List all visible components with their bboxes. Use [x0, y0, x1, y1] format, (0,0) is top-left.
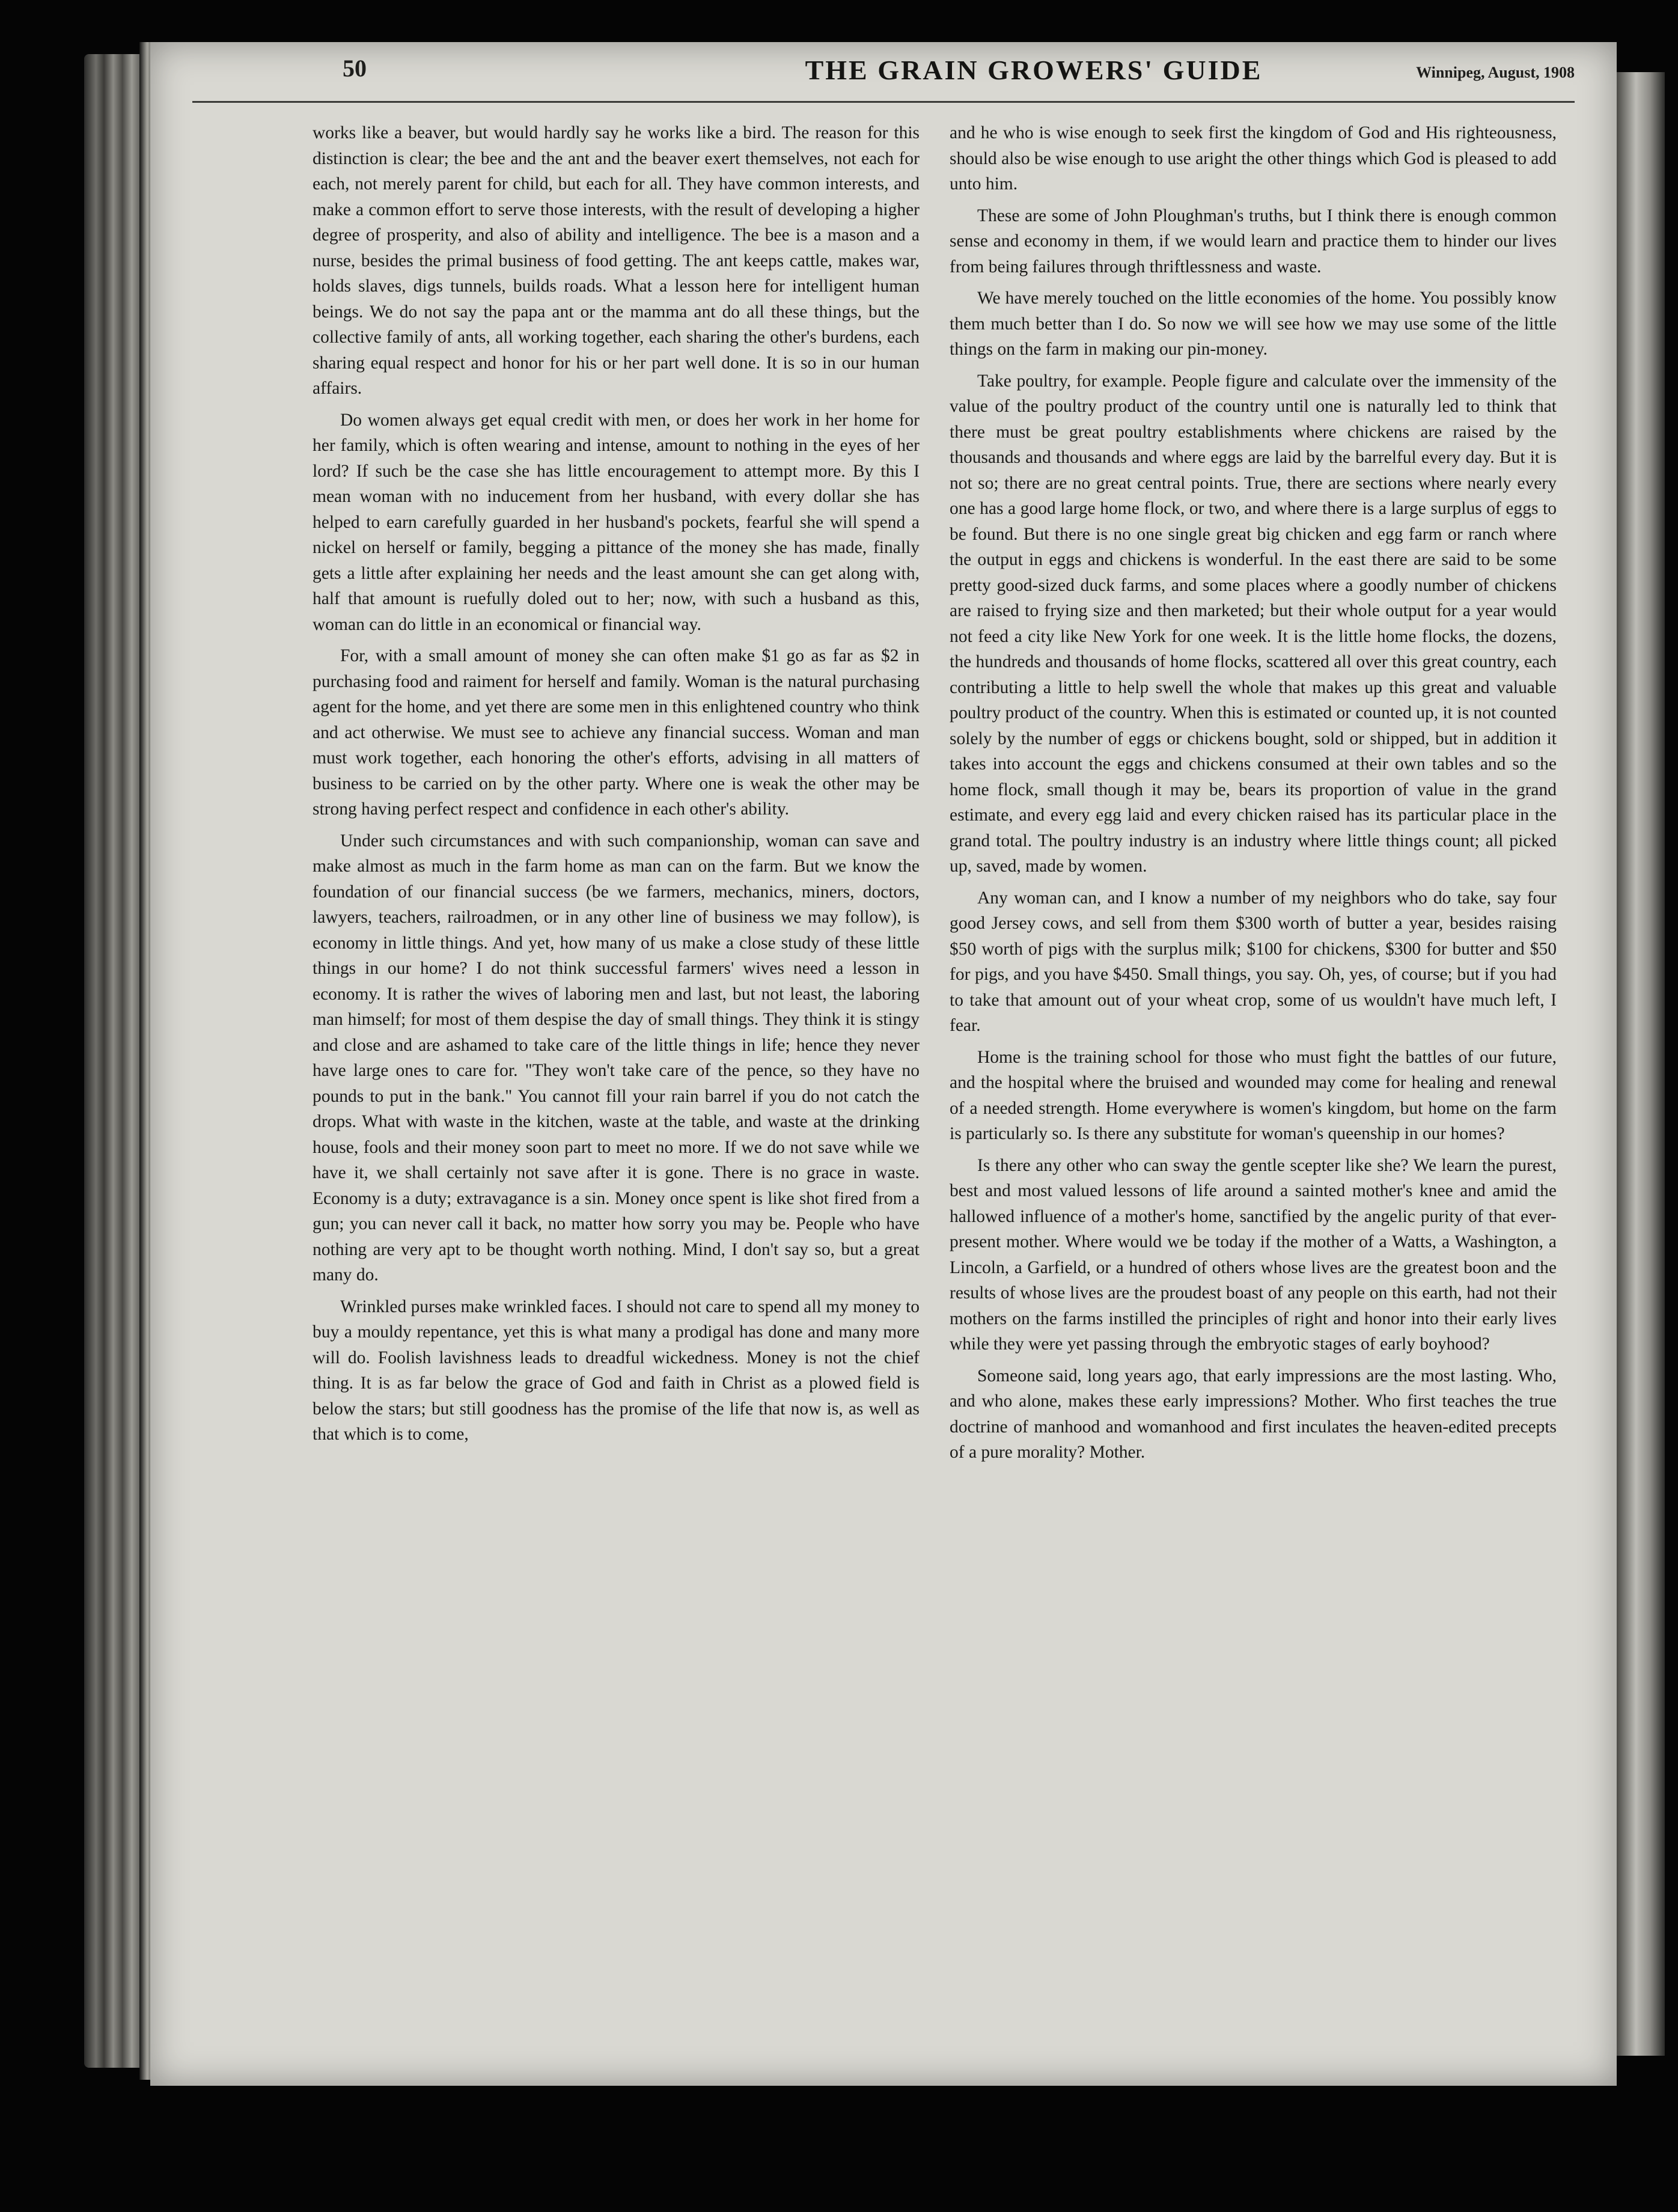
paragraph: works like a beaver, but would hardly say he works like a bird. The reason for this distinction is clear; the bee and the ant and the beaver exert themselves, not each for each, not merely parent for child, but each for all. They have common interests, and make a common effort to serve those interests, with the result of developing a higher degree of prosperity, and also of ability and intelligence. The bee is a mason and a nurse, besides the primal business of food getting. The ant keeps cattle, makes war, holds slaves, digs tunnels, builds roads. What a lesson here for intelligent human beings. We do not say the papa ant or the mamma ant do all these things, but the collective family of ants, all working together, each sharing the other's burdens, each sharing equal respect and honor for his or her part well done. It is so in our human affairs. [313, 123, 920, 398]
paragraph: We have merely touched on the little economies of the home. You possibly know them much better than I do. So now we will see how we may use some of the little things on the farm in making our pin-money. [950, 289, 1557, 359]
paragraph: For, with a small amount of money she can often make $1 go as far as $2 in purchasing food and raiment for herself and family. Woman is the natural purchasing agent for the home, and yet there are some men in this enlightened country who think and act otherwise. We must see to achieve any financial success. Woman and man must work together, each honoring the other's efforts, advising in all matters of business to be carried on by the other party. Where one is weak the other may be strong having perfect respect and confidence in each other's ability. [313, 646, 920, 819]
paragraph: Any woman can, and I know a number of my neighbors who do take, say four good Jersey cows, and sell from them $300 worth of butter a year, besides raising $50 worth of pigs with the surplus milk; $100 for chickens, $300 for butter and $50 for pigs, and you have $450. Small things, you say. Oh, yes, of course; but if you had to take that amount out of your wheat crop, some of us wouldn't have much left, I fear. [950, 888, 1557, 1035]
next-page-edge [1617, 72, 1665, 2056]
header-rule [192, 101, 1575, 103]
paragraph: Under such circumstances and with such companionship, woman can save and make almost as much in the farm home as man can on the farm. But we know the foundation of our financial success (be we farmers, mechanics, miners, doctors, lawyers, teachers, railroadmen, or in any other line of business we may follow), is economy in little things. And yet, how many of us make a close study of these little things in our home? I do not think successful farmers' wives need a lesson in economy. It is rather the wives of laboring men and last, but not least, the laboring man himself; for most of them despise the day of small things. They think it is stingy and close and are ashamed to take care of the little things in life; hence they never have large ones to care for. "They won't take care of the pence, so they have no pounds to put in the bank." You cannot fill your rain barrel if you do not catch the drops. What with waste in the kitchen, waste at the table, and waste at the drinking house, fools and their money soon part to meet no more. If we do not save while we have it, we shall certainly not save after it is gone. There is no grace in waste. Economy is a duty; extravagance is a sin. Money once spent is like shot fired from a gun; you can never call it back, no matter how sorry you may be. People who have nothing are very apt to be thought worth nothing. Mind, I don't say so, but a great many do. [313, 831, 920, 1285]
paragraph: Do women always get equal credit with men, or does her work in her home for her family, which is often wearing and intense, amount to nothing in the eyes of her lord? If such be the case she has little encouragement to attempt more. By this I mean woman with no inducement from her husband, with every dollar she has helped to earn carefully guarded in her husband's pockets, fearful she will spend a nickel on herself or family, begging a pittance of the money she has made, finally gets a little after explaining her needs and the least amount she can get along with, half that amount is ruefully doled out to her; now, with such a husband as this, woman can do little in an economical or financial way. [313, 410, 920, 634]
left-column [313, 120, 920, 1453]
paragraph: Wrinkled purses make wrinkled faces. I should not care to spend all my money to buy a mouldy repentance, yet this is what many a prodigal has done and many more will do. Foolish lavishness leads to dreadful wickedness. Money is not the chief thing. It is as far below the grace of God and faith in Christ as a plowed field is below the stars; but still goodness has the promise of the life that now is, as well as that which is to come, [313, 1297, 920, 1444]
paragraph: Home is the training school for those who must fight the battles of our future, and the hospital where the bruised and wounded may come for healing and renewal of a needed strength. Home everywhere is women's kingdom, but home on the farm is particularly so. Is there any substitute for woman's queenship in our homes? [950, 1047, 1557, 1143]
paragraph: and he who is wise enough to seek first the kingdom of God and His righteousness, should also be wise enough to use aright the other things which God is pleased to add unto him. [950, 123, 1557, 194]
page-number: 50 [343, 55, 367, 82]
paragraph: These are some of John Ploughman's truths, but I think there is enough common sense and economy in them, if we would learn and practice them to hinder our lives from being failures through thriftlessness and waste. [950, 206, 1557, 276]
dateline: Winnipeg, August, 1908 [1416, 64, 1575, 81]
right-column [950, 120, 1557, 1471]
page-header [192, 54, 1575, 108]
paragraph: Take poultry, for example. People figure and calculate over the immensity of the value of the poultry product of the country until one is naturally led to think that there must be great poultry establishments where chickens are raised by the thousands and thousands and where eggs are laid by the barrelful every day. But it is not so; there are no great central points. True, there are sections where nearly every one has a good large home flock, or two, and where there is a large surplus of eggs to be found. But there is no one single great big chicken and egg farm or ranch where the output in eggs and chickens is wonderful. In the east there are said to be some pretty good-sized duck farms, and some places where a goodly number of chickens are raised to frying size and then marketed; but their whole output for a year would not feed a city like New York for one week. It is the little home flocks, the dozens, the hundreds and thousands of home flocks, scattered all over this great country, each contributing a little to help swell the whole that makes up this great and valuable poultry product of the country. When this is estimated or counted up, it is not counted solely by the number of eggs or chickens bought, sold or shipped, but in addition it takes into account the eggs and chickens consumed at their own tables and so the home flock, small though it may be, bears its proportion of value in the grand estimate, and every egg laid and every chicken raised has its particular place in the grand total. The poultry industry is an industry where little things count; all picked up, saved, made by women. [950, 371, 1557, 876]
paragraph: Someone said, long years ago, that early impressions are the most lasting. Who, and who alone, makes these early impressions? Mother. Who first teaches the true doctrine of manhood and womanhood and first inculates the heaven-edited precepts of a pure morality? Mother. [950, 1366, 1557, 1462]
masthead-title: THE GRAIN GROWERS' GUIDE [805, 55, 1263, 85]
paragraph: Is there any other who can sway the gentle scepter like she? We learn the purest, best and most valued lessons of life around a sainted mother's knee and amid the hallowed influence of a mother's home, sanctified by the angelic purity of that ever-present mother. Where would we be today if the mother of a Watts, a Washington, a Lincoln, a Garfield, or a hundred of others whose lives are the greatest boon and the results of whose lives are the proudest boast of any people on this earth, had not their mothers on the farms instilled the principles of right and honor into their early lives while they were yet passing through the embryotic stages of early boyhood? [950, 1155, 1557, 1354]
